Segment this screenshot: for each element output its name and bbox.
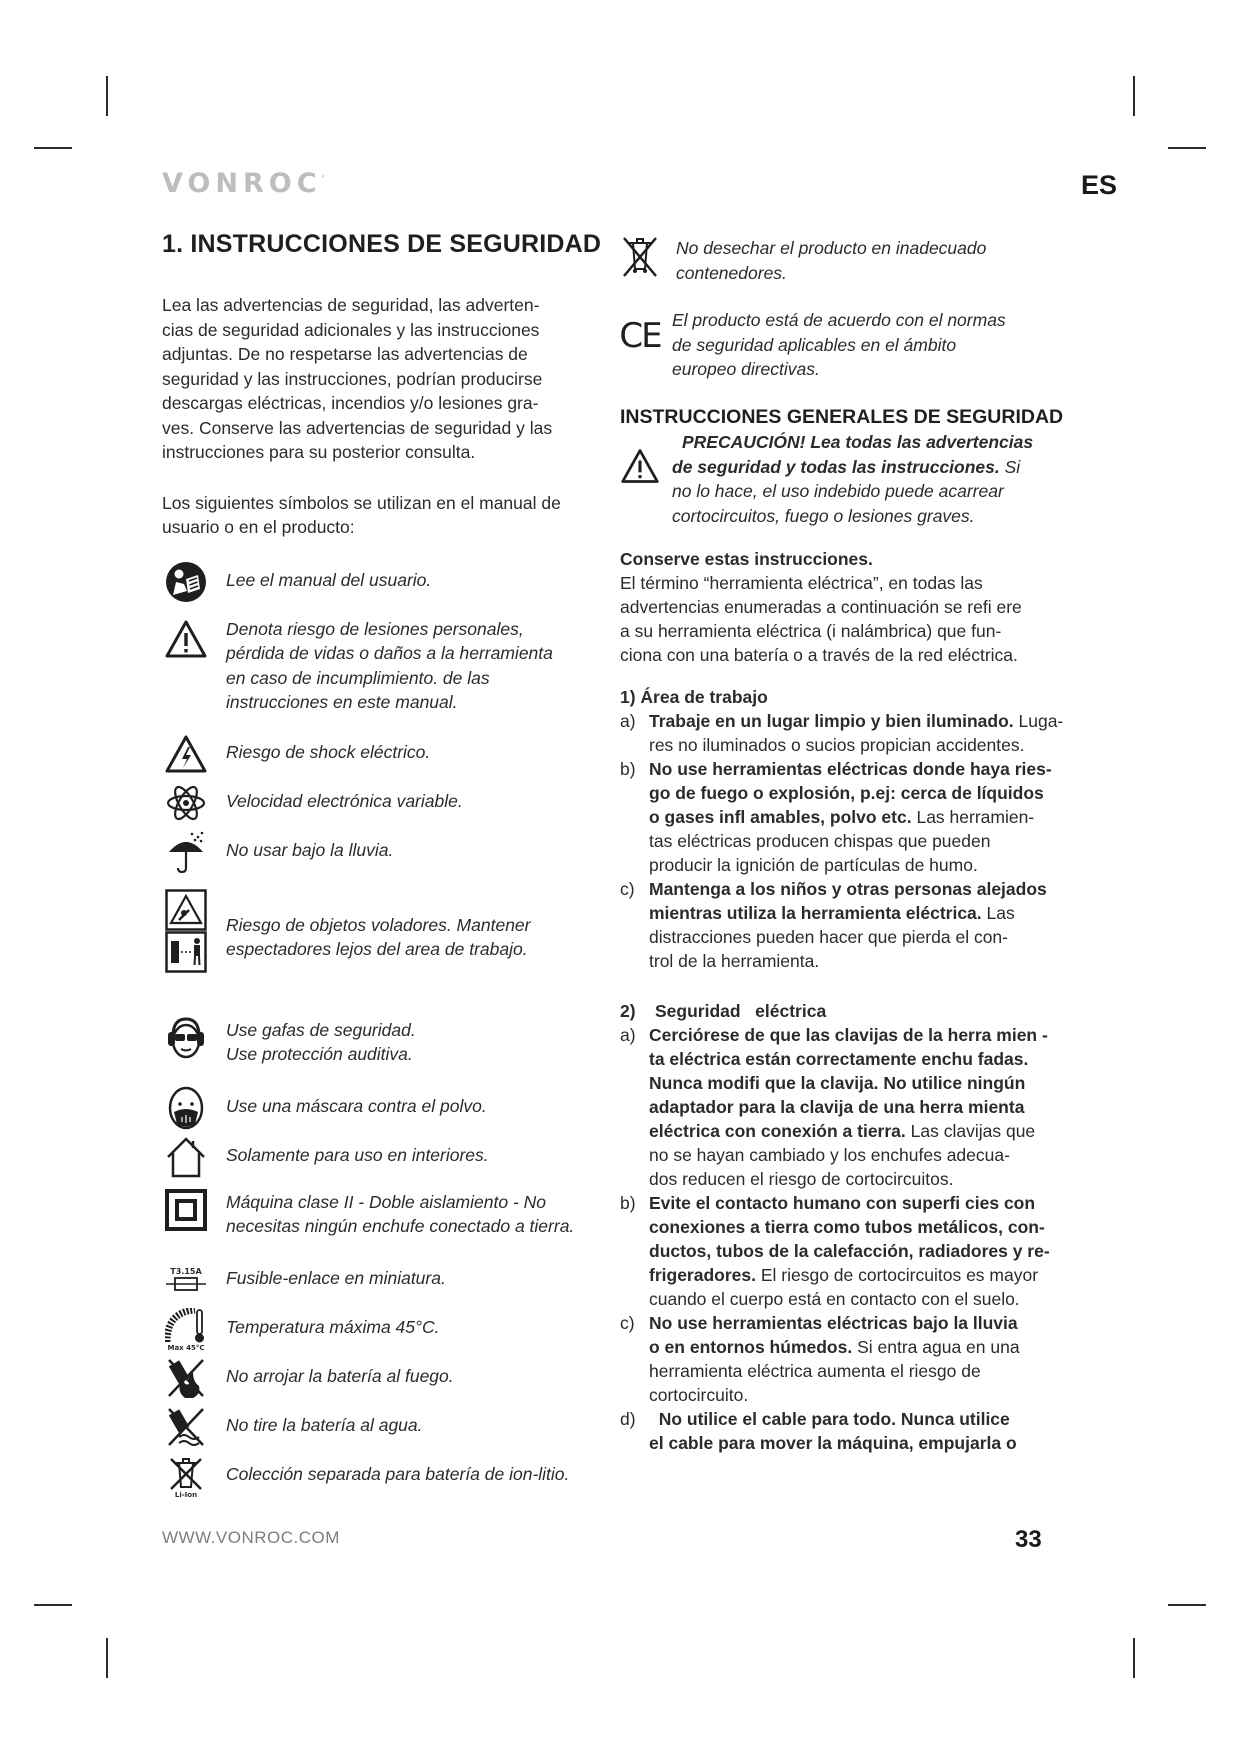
crop-mark	[34, 147, 72, 149]
symbol-row	[162, 1135, 602, 1184]
page-number: 33	[1015, 1526, 1042, 1553]
symbol-row	[162, 1454, 602, 1503]
symbol-description: No desechar el producto en inadecuado contenedores.	[676, 238, 987, 283]
list-item: a) Cerciórese de que las clavijas de la herra mien - ta eléctrica están correctamente enchu fadas. Nunca modifi que la clavija. No utilice ningún adaptador para la clavija de una herra mienta eléctrica con conexión a tierra. Las clavijas que no se hayan cambiado y los enchufes adecua- dos reducen el riesgo de cortocircuitos.	[620, 1025, 1048, 1189]
class-ii-double-insulation-icon	[162, 1188, 210, 1232]
symbol-row	[620, 232, 1065, 300]
electric-shock-icon	[162, 732, 210, 776]
symbol-description: Máquina clase II - Doble aislamiento - No necesitas ningún enchufe conectado a tierra.	[226, 1191, 575, 1236]
symbol-description: Temperatura máxima 45°C.	[226, 1316, 440, 1337]
section-heading: 2) Seguridad eléctrica	[620, 1001, 827, 1021]
list-item: c) Mantenga a los niños y otras personas alejados mientras utiliza la herramienta eléctrica. Las distracciones pueden hacer que pierda el con- trol de la herramienta.	[620, 879, 1047, 971]
crossed-bin-icon	[620, 232, 660, 280]
language-code: ES	[1081, 170, 1118, 200]
section-work-area	[620, 685, 1065, 973]
list-item: b) Evite el contacto humano con superfi cies con conexiones a tierra como tubos metálicos, con- ductos, tubos de la calefacción, radiadores y re- frigeradores. El riesgo de cortocircuitos es mayor cuando el cuerpo está en contacto con el suelo.	[620, 1193, 1050, 1309]
variable-speed-icon	[162, 781, 210, 825]
dust-mask-icon	[162, 1086, 210, 1130]
symbol-list	[162, 560, 602, 1503]
section-title: 1. INSTRUCCIONES DE SEGURIDAD	[162, 230, 602, 258]
symbols-intro: Los siguientes símbolos se utilizan en el manual de usuario o en el producto:	[162, 492, 561, 537]
warning-triangle-icon	[162, 609, 210, 669]
symbol-row	[162, 560, 602, 609]
symbol-description: Fusible-enlace en miniatura.	[226, 1267, 446, 1288]
caution-block	[620, 429, 1065, 529]
symbol-row	[162, 883, 602, 1010]
footer-url: WWW.VONROC.COM	[162, 1528, 340, 1547]
symbol-description: Solamente para uso en interiores.	[226, 1144, 489, 1165]
section-heading: 1) Área de trabajo	[620, 687, 768, 707]
symbol-description: No usar bajo la lluvia.	[226, 839, 394, 860]
symbol-row	[162, 781, 602, 830]
list-item: a) Trabaje en un lugar limpio y bien iluminado. Luga- res no iluminados o sucios propician accidentes.	[620, 711, 1064, 755]
ce-mark-icon: CE	[619, 316, 661, 356]
crop-mark	[106, 1638, 108, 1678]
symbol-row	[162, 1307, 602, 1356]
list-item: c) No use herramientas eléctricas bajo la lluvia o en entornos húmedos. Si entra agua en una herramienta eléctrica aumenta el riesgo de cortocircuito.	[620, 1313, 1020, 1405]
crop-mark	[106, 76, 108, 116]
symbol-description: Denota riesgo de lesiones personales, pérdida de vidas o daños a la herramienta en caso de incumplimiento. de las instrucciones en este manual.	[226, 618, 553, 712]
no-fire-battery-icon	[162, 1356, 210, 1400]
safety-glasses-ear-protection-icon	[162, 1016, 210, 1060]
symbol-description: Use una máscara contra el polvo.	[226, 1095, 487, 1116]
crop-mark	[1168, 1604, 1206, 1606]
right-column	[620, 232, 1065, 1455]
fuse-icon: T3.15A	[162, 1258, 210, 1302]
symbol-row	[162, 830, 602, 883]
symbol-description: El producto está de acuerdo con el normas de seguridad aplicables en el ámbito europeo directivas.	[672, 310, 1006, 379]
symbol-row	[620, 308, 1065, 392]
indoor-use-icon	[162, 1135, 210, 1179]
symbol-row	[162, 1405, 602, 1454]
intro-paragraph: Lea las advertencias de seguridad, las adverten- cias de seguridad adicionales y las instrucciones adjuntas. De no respetarse las advertencias de seguridad y las instrucciones, podrían producirse descargas eléctricas, incendios y/o lesiones gra- ves. Conserve las advertencias de seguridad y las instrucciones para su posterior consulta.	[162, 295, 553, 462]
left-column	[162, 225, 602, 1503]
crop-mark	[1168, 147, 1206, 149]
symbol-row	[162, 609, 602, 732]
symbol-description: Riesgo de objetos voladores. Mantener espectadores lejos del area de trabajo.	[226, 914, 531, 959]
crop-mark	[34, 1604, 72, 1606]
symbol-description: No arrojar la batería al fuego.	[226, 1365, 454, 1386]
symbol-description: Riesgo de shock eléctrico.	[226, 741, 431, 762]
symbol-row	[162, 1086, 602, 1135]
crop-mark	[1133, 76, 1135, 116]
flying-objects-icon	[162, 889, 210, 973]
symbol-row	[162, 732, 602, 781]
crop-mark	[1133, 1638, 1135, 1678]
max-temperature-icon: Max 45°C	[162, 1307, 210, 1355]
list-item: b) No use herramientas eléctricas donde haya ries- go de fuego o explosión, p.ej: cerca de líquidos o gases infl amables, polvo etc. Las herramien- tas eléctricas producen chispas que pueden producir la ignición de partículas de humo.	[620, 759, 1052, 875]
caution-text: PRECAUCIÓN! Lea todas las advertencias de seguridad y todas las instrucciones. Si no lo hace, el uso indebido puede acarrear cortocircuitos, fuego o lesiones graves.	[672, 432, 1034, 526]
symbol-row	[162, 1010, 602, 1086]
no-water-battery-icon	[162, 1405, 210, 1449]
section-electrical-safety	[620, 999, 1065, 1455]
list-item: d) No utilice el cable para todo. Nunca utilice el cable para mover la máquina, empujarla o	[620, 1409, 1017, 1453]
symbol-row	[162, 1184, 602, 1258]
no-rain-icon	[162, 830, 210, 874]
symbol-description: Velocidad electrónica variable.	[226, 790, 463, 811]
brand-logo: VONROC'	[162, 168, 330, 199]
warning-triangle-icon	[620, 429, 660, 503]
symbol-description: No tire la batería al agua.	[226, 1414, 423, 1435]
symbol-description: Lee el manual del usuario.	[226, 569, 432, 590]
read-manual-icon	[162, 560, 210, 604]
general-safety-title: INSTRUCCIONES GENERALES DE SEGURIDAD	[620, 406, 1064, 428]
li-ion-recycling-icon: Li-Ion	[162, 1454, 210, 1502]
symbol-description: Use gafas de seguridad. Use protección auditiva.	[226, 1019, 416, 1064]
keep-instructions-text: El término “herramienta eléctrica”, en todas las advertencias enumeradas a continuación se refi ere a su herramienta eléctrica (i nalámbrica) que fun- ciona con una batería o a través de la red eléctrica.	[620, 573, 1022, 665]
symbol-row	[162, 1356, 602, 1405]
keep-instructions-title: Conserve estas instrucciones.	[620, 549, 873, 569]
symbol-row	[162, 1258, 602, 1307]
symbol-description: Colección separada para batería de ion-litio.	[226, 1463, 570, 1484]
